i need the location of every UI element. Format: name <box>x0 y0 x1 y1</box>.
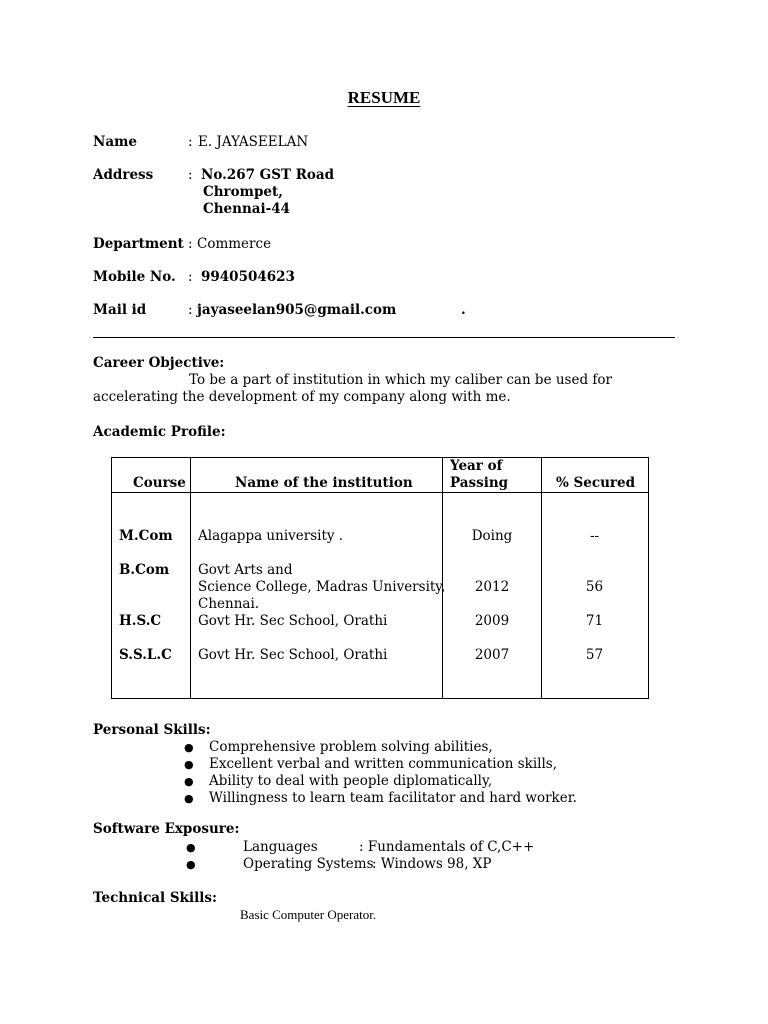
personal-skills-heading: Personal Skills: <box>93 722 211 738</box>
technical-skills-value: Basic Computer Operator. <box>240 907 377 922</box>
mail-trailing-dot: . <box>461 302 466 318</box>
row-institution: Alagappa university . <box>198 528 344 544</box>
career-objective-heading: Career Objective: <box>93 355 225 371</box>
bullet-icon: ● <box>184 741 194 754</box>
bullet-icon: ● <box>186 858 196 871</box>
skill-item: Comprehensive problem solving abilities, <box>209 739 493 755</box>
row-year: 2012 <box>474 579 510 595</box>
mobile-label: Mobile No. <box>93 269 176 285</box>
column-header-secured: % Secured <box>556 475 636 491</box>
column-header-institution: Name of the institution <box>235 475 413 491</box>
address-label: Address <box>93 167 154 183</box>
row-secured: -- <box>589 528 600 544</box>
address-colon: : <box>188 167 193 183</box>
table-header-divider <box>111 492 648 493</box>
software-os-label: Operating Systems <box>243 856 374 872</box>
row-year: 2007 <box>474 647 510 663</box>
name-value: E. JAYASEELAN <box>198 134 309 150</box>
row-year: Doing <box>471 528 513 544</box>
row-secured: 71 <box>585 613 604 629</box>
name-colon: : <box>188 134 193 150</box>
row-institution: Govt Hr. Sec School, Orathi <box>198 613 388 629</box>
row-institution: Chennai. <box>198 596 260 612</box>
academic-profile-heading: Academic Profile: <box>93 424 226 440</box>
skill-item: Ability to deal with people diplomatically, <box>209 773 493 789</box>
row-institution: Science College, Madras University, <box>198 579 446 595</box>
mail-value: jayaseelan905@gmail.com <box>197 302 397 318</box>
table-divider <box>190 457 191 698</box>
technical-skills-heading: Technical Skills: <box>93 890 217 906</box>
row-course: H.S.C <box>119 613 162 629</box>
bullet-icon: ● <box>184 758 194 771</box>
column-header-year-line-1: Year of <box>450 458 503 474</box>
column-header-year-line-2: Passing <box>450 475 509 491</box>
resume-title: RESUME <box>347 88 421 107</box>
bullet-icon: ● <box>184 775 194 788</box>
department-label: Department <box>93 236 184 252</box>
mobile-colon: : <box>188 269 193 285</box>
row-course: B.Com <box>119 562 170 578</box>
mail-label: Mail id <box>93 302 147 318</box>
skill-item: Willingness to learn team facilitator and hard worker. <box>209 790 577 806</box>
section-divider <box>93 337 675 338</box>
row-course: M.Com <box>119 528 173 544</box>
column-header-course: Course <box>133 475 186 491</box>
row-secured: 57 <box>585 647 604 663</box>
row-institution: Govt Hr. Sec School, Orathi <box>198 647 388 663</box>
career-objective-line-2: accelerating the development of my company along with me. <box>93 389 511 405</box>
software-languages-label: Languages <box>243 839 318 855</box>
software-exposure-heading: Software Exposure: <box>93 821 240 837</box>
software-languages-value: : Fundamentals of C,C++ <box>359 839 535 855</box>
address-line-1: No.267 GST Road <box>201 167 335 183</box>
bullet-icon: ● <box>184 792 194 805</box>
row-secured: 56 <box>585 579 604 595</box>
name-label: Name <box>93 134 137 150</box>
career-objective-line-1: To be a part of institution in which my caliber can be used for <box>189 372 612 388</box>
row-year: 2009 <box>474 613 510 629</box>
address-line-2: Chrompet, <box>203 184 283 200</box>
row-institution: Govt Arts and <box>198 562 293 578</box>
skill-item: Excellent verbal and written communication skills, <box>209 756 557 772</box>
software-os-value: : Windows 98, XP <box>372 856 492 872</box>
mobile-value: 9940504623 <box>201 269 295 285</box>
department-value: Commerce <box>197 236 272 252</box>
address-line-3: Chennai-44 <box>203 201 291 217</box>
department-colon: : <box>188 236 193 252</box>
bullet-icon: ● <box>186 841 196 854</box>
row-course: S.S.L.C <box>119 647 172 663</box>
mail-colon: : <box>188 302 193 318</box>
